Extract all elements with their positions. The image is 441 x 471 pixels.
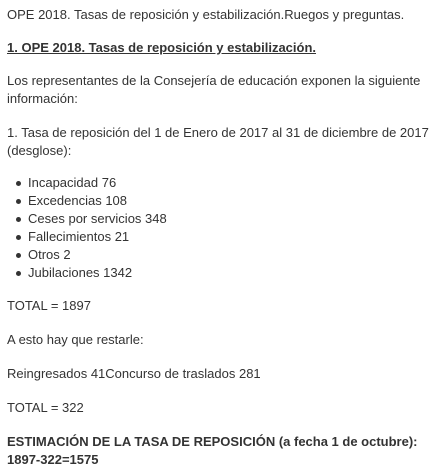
estimation-heading: ESTIMACIÓN DE LA TASA DE REPOSICIÓN (a fecha 1 de octubre):	[7, 434, 418, 449]
bullet-icon	[16, 271, 21, 276]
breakdown-list	[7, 174, 434, 282]
total-second: TOTAL = 322	[7, 400, 84, 415]
section-heading: 1. OPE 2018. Tasas de reposición y estabilización.	[7, 40, 317, 55]
list-item-label: Ceses por servicios 348	[28, 211, 167, 226]
list-item-label: Otros 2	[28, 247, 71, 262]
list-item	[16, 264, 434, 282]
bullet-icon	[16, 181, 21, 186]
subtract-items: Reingresados 41Concurso de traslados 281	[7, 366, 261, 381]
post-title-line: OPE 2018. Tasas de reposición y estabilización.Ruegos y preguntas.	[7, 7, 405, 22]
bullet-icon	[16, 199, 21, 204]
list-item	[16, 228, 434, 246]
list-item-label: Excedencias 108	[28, 193, 128, 208]
breakdown-title: 1. Tasa de reposición del 1 de Enero de 2017 al 31 de diciembre de 2017 (desglose):	[7, 125, 429, 158]
subtract-intro: A esto hay que restarle:	[7, 332, 144, 347]
list-item	[16, 192, 434, 210]
list-item	[16, 174, 434, 192]
total-first: TOTAL = 1897	[7, 298, 91, 313]
intro-paragraph: Los representantes de la Consejería de educación exponen la siguiente información:	[7, 73, 421, 106]
list-item-label: Fallecimientos 21	[28, 229, 130, 244]
bullet-icon	[16, 217, 21, 222]
estimation-block	[7, 433, 434, 469]
list-item-label: Jubilaciones 1342	[28, 265, 133, 280]
bullet-icon	[16, 253, 21, 258]
list-item-label: Incapacidad 76	[28, 175, 117, 190]
list-item	[16, 210, 434, 228]
bullet-icon	[16, 235, 21, 240]
list-item	[16, 246, 434, 264]
estimation-result: 1897-322=1575	[7, 452, 99, 467]
